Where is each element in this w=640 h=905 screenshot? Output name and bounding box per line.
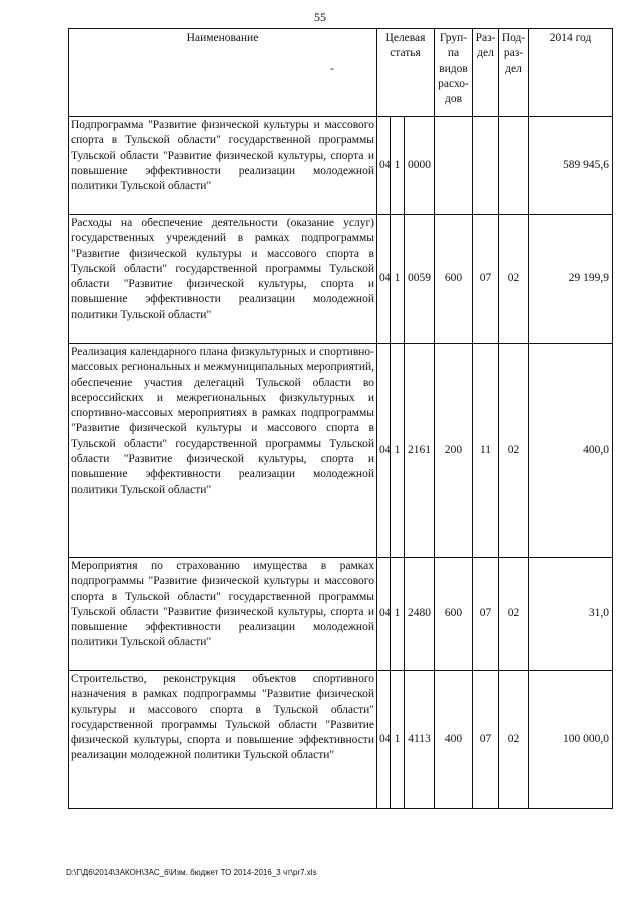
row-section: 07 <box>473 558 499 671</box>
header-subsection-line: Под- <box>501 32 526 44</box>
header-target: Целевая статья <box>377 29 435 117</box>
header-section-line: дел <box>477 47 494 60</box>
header-group-line: па <box>447 47 460 60</box>
header-group-line: видов <box>439 62 468 75</box>
header-name-label: Наименование <box>186 32 259 44</box>
row-group: 400 <box>435 671 473 809</box>
row-subsection: 02 <box>499 215 529 344</box>
row-amount: 29 199,9 <box>529 215 613 344</box>
row-name: Мероприятия по страхованию имущества в рамках подпрограммы "Развитие физической культуры и массового спорта в Тульской области" государственной программы Тульской области "Развитие физической культуры, спорта и повышение эффективности реализации молодежной политики Тульской области" <box>69 558 377 671</box>
header-subsection <box>499 29 529 117</box>
row-group: 600 <box>435 558 473 671</box>
header-name <box>69 29 377 117</box>
budget-table <box>68 28 613 809</box>
header-group <box>435 29 473 117</box>
row-name: Строительство, реконструкция объектов спортивного назначения в рамках подпрограммы "Развитие физической культуры и массового спорта в Тульской области" государственной программы Тульской области "Развитие физической культуры, спорта и повышение эффективности реализации молодежной политики Тульской области" <box>69 671 377 809</box>
header-year: 2014 год <box>529 29 613 117</box>
row-amount: 100 000,0 <box>529 671 613 809</box>
row-code-a: 04 <box>377 215 391 344</box>
row-subsection <box>499 117 529 215</box>
table-row <box>69 671 613 809</box>
row-code-b: 1 <box>391 215 405 344</box>
row-code-b: 1 <box>391 671 405 809</box>
header-section-line: Раз- <box>475 32 496 44</box>
row-code-a: 04 <box>377 671 391 809</box>
row-name: Реализация календарного плана физкультурных и спортивно-массовых региональных и межмуниципальных мероприятий, обеспечение участия делегаций Тульской области во всероссийских и межрегиональных физкультурных и спортивно-массовых мероприятиях в рамках подпрограммы "Развитие физической культуры и массового спорта в Тульской области" государственной программы Тульской области "Развитие физической культуры, спорта и повышение эффективности реализации молодежной политики Тульской области" <box>69 344 377 558</box>
row-group <box>435 117 473 215</box>
row-amount: 589 945,6 <box>529 117 613 215</box>
row-code-c: 2161 <box>405 344 435 558</box>
row-amount: 400,0 <box>529 344 613 558</box>
row-section: 07 <box>473 215 499 344</box>
header-subsection-line: раз- <box>503 47 524 60</box>
row-code-b: 1 <box>391 558 405 671</box>
row-name: Расходы на обеспечение деятельности (оказание услуг) государственных учреждений в рамках подпрограммы "Развитие физической культуры и массового спорта в Тульской области" государственной программы Тульской области "Развитие физической культуры, спорта и повышение эффективности реализации молодежной политики Тульской области" <box>69 215 377 344</box>
row-group: 600 <box>435 215 473 344</box>
table-row <box>69 215 613 344</box>
row-subsection: 02 <box>499 344 529 558</box>
row-group: 200 <box>435 344 473 558</box>
row-section <box>473 117 499 215</box>
header-group-line: дов <box>445 93 463 106</box>
header-group-line: Груп- <box>439 32 468 44</box>
row-code-c: 0000 <box>405 117 435 215</box>
table-row <box>69 117 613 215</box>
header-group-line: расхо- <box>438 77 469 90</box>
table-row <box>69 558 613 671</box>
row-code-a: 04 <box>377 558 391 671</box>
table-row <box>69 344 613 558</box>
row-amount: 31,0 <box>529 558 613 671</box>
row-code-b: 1 <box>391 117 405 215</box>
row-code-a: 04 <box>377 344 391 558</box>
row-code-c: 2480 <box>405 558 435 671</box>
row-code-b: 1 <box>391 344 405 558</box>
page-number: 55 <box>314 10 326 24</box>
row-subsection: 02 <box>499 558 529 671</box>
row-subsection: 02 <box>499 671 529 809</box>
row-code-c: 4113 <box>405 671 435 809</box>
row-section: 11 <box>473 344 499 558</box>
header-subsection-line: дел <box>505 62 522 75</box>
header-section <box>473 29 499 117</box>
row-name: Подпрограмма "Развитие физической культуры и массового спорта в Тульской области" государственной программы Тульской области "Развитие физической культуры, спорта и повышение эффективности реализации молодежной политики Тульской области" <box>69 117 377 215</box>
file-path-footer: D:\Г\Д6\2014\ЗАКОН\ЗАС_6\Изм. бюджет ТО 2014-2016_3 чт\pr7.xls <box>66 868 317 877</box>
header-name-mark: - <box>330 63 334 76</box>
header-row <box>69 29 613 117</box>
row-section: 07 <box>473 671 499 809</box>
row-code-c: 0059 <box>405 215 435 344</box>
row-code-a: 04 <box>377 117 391 215</box>
